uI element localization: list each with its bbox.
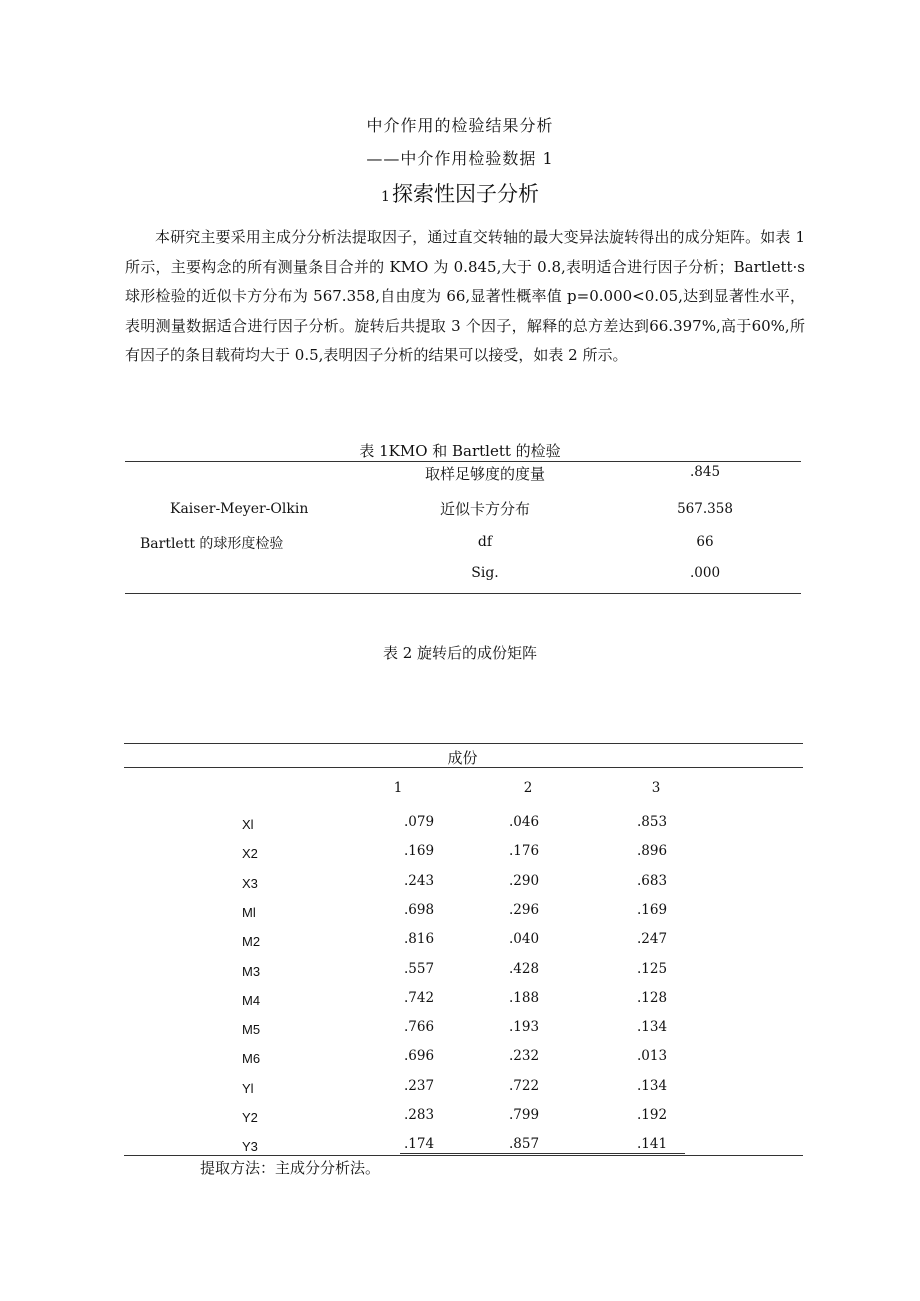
- table2-cell: .169: [637, 901, 668, 918]
- table1-top-rule: [125, 461, 801, 462]
- table2-row-label: X2: [242, 846, 258, 862]
- table1-value: .000: [689, 565, 721, 581]
- table1-value: 567.358: [677, 501, 733, 517]
- table1-left-label: Kaiser-Meyer-Olkin: [170, 501, 309, 517]
- table2-row-label: Y3: [242, 1139, 258, 1155]
- section-number: 1: [381, 189, 390, 205]
- table2-row-label: Yl: [242, 1080, 254, 1096]
- table2-cell: .125: [637, 960, 668, 977]
- table2-row-label: Ml: [242, 904, 256, 920]
- table2-row-label: M2: [242, 934, 261, 950]
- table2-cell: .128: [637, 989, 668, 1006]
- table1-bottom-rule: [125, 593, 801, 594]
- table2-top-rule: [124, 743, 803, 744]
- table2-cell: .853: [637, 814, 668, 830]
- table2-cell: .799: [509, 1107, 540, 1123]
- table2-cell: .698: [404, 901, 435, 918]
- table2-value-rule: [400, 1153, 685, 1154]
- table2-column-header: 1: [393, 780, 403, 796]
- table2-cell: .766: [404, 1019, 435, 1036]
- table2-row-label: M5: [242, 1022, 261, 1038]
- page-subtitle: ——中介作用检验数据 1: [366, 149, 554, 168]
- table2-cell: .428: [509, 960, 540, 977]
- table1-row-label: Sig.: [471, 565, 499, 581]
- table2-cell: .243: [404, 872, 435, 889]
- table2-cell: .722: [509, 1077, 540, 1094]
- table2-header-rule: [124, 767, 803, 768]
- table1-row-label: 近似卡方分布: [439, 500, 530, 518]
- table1-caption: 表 1KMO 和 Bartlett 的检验: [359, 442, 561, 460]
- table2-cell: .176: [509, 843, 540, 860]
- table2-cell: .696: [404, 1048, 435, 1065]
- table2-cell: .237: [404, 1077, 435, 1094]
- table2-cell: .046: [509, 814, 540, 830]
- table1-row-label: 取样足够度的度量: [424, 465, 545, 483]
- table2-column-header: 3: [651, 780, 661, 796]
- table2-cell: .193: [509, 1019, 540, 1036]
- table2-cell: .174: [404, 1136, 435, 1153]
- table2-note: 提取方法：主成分分析法。: [200, 1159, 381, 1177]
- table2-cell: .232: [509, 1048, 540, 1065]
- table2-row-label: M6: [242, 1051, 261, 1067]
- section-heading: [0, 178, 920, 208]
- table2-cell: .079: [404, 814, 435, 830]
- body-paragraph: 本研究主要采用主成分分析法提取因子，通过直交转轴的最大变异法旋转得出的成分矩阵。如表 1 所示，主要构念的所有测量条目合并的 KMO 为 0.845,大于 0.8,表明适合进行因子分析；Bartlett·s 球形检验的近似卡方分布为 567.358,自由度为 66,显著性概率值 p=0.000<0.05,达到显著性水平，表明测量数据适合进行因子分析。旋转后共提取 3 个因子，解释的总方差达到66.397%,高于60%,所有因子的条目载荷均大于 0.5,表明因子分析的结果可以接受，如表 2 所示。: [125, 228, 805, 364]
- table2-row-label: Y2: [242, 1110, 258, 1125]
- table2-cell: .683: [637, 872, 668, 889]
- table2-cell: .296: [509, 901, 540, 918]
- table2-cell: .742: [404, 989, 435, 1006]
- table2-cell: .141: [637, 1136, 668, 1153]
- table2-cell: .290: [509, 872, 540, 889]
- table2-row-label: M3: [242, 963, 261, 979]
- table2-cell: .247: [637, 931, 668, 948]
- table2-cell: .896: [637, 843, 668, 860]
- table2-cell: .557: [404, 960, 435, 977]
- table2-caption: 表 2 旋转后的成份矩阵: [382, 644, 538, 662]
- table2-cell: .013: [637, 1048, 668, 1065]
- table1-value: .845: [689, 464, 721, 480]
- table2-row-label: M4: [242, 992, 261, 1008]
- table2-column-header: 2: [523, 780, 533, 796]
- table2-cell: .169: [404, 843, 435, 860]
- table1-left-label: Bartlett 的球形度检验: [140, 536, 284, 552]
- section-title: 探索性因子分析: [391, 182, 539, 206]
- table2-row-label: Xl: [242, 817, 254, 832]
- table2-cell: .192: [637, 1107, 668, 1123]
- table2-cell: .134: [637, 1077, 668, 1094]
- table1-value: 66: [696, 534, 714, 550]
- page-title: 中介作用的检验结果分析: [366, 116, 554, 135]
- table2-cell: .134: [637, 1019, 668, 1036]
- table2-cell: .816: [404, 931, 435, 948]
- table2-bottom-rule: [124, 1155, 803, 1156]
- table2-cell: .188: [509, 989, 540, 1006]
- table2-cell: .040: [509, 931, 540, 948]
- table2-group-header: 成份: [447, 749, 478, 767]
- table2-row-label: X3: [242, 875, 258, 891]
- table1-row-label: df: [477, 534, 493, 550]
- table2-cell: .857: [509, 1136, 540, 1153]
- table2-cell: .283: [404, 1107, 435, 1123]
